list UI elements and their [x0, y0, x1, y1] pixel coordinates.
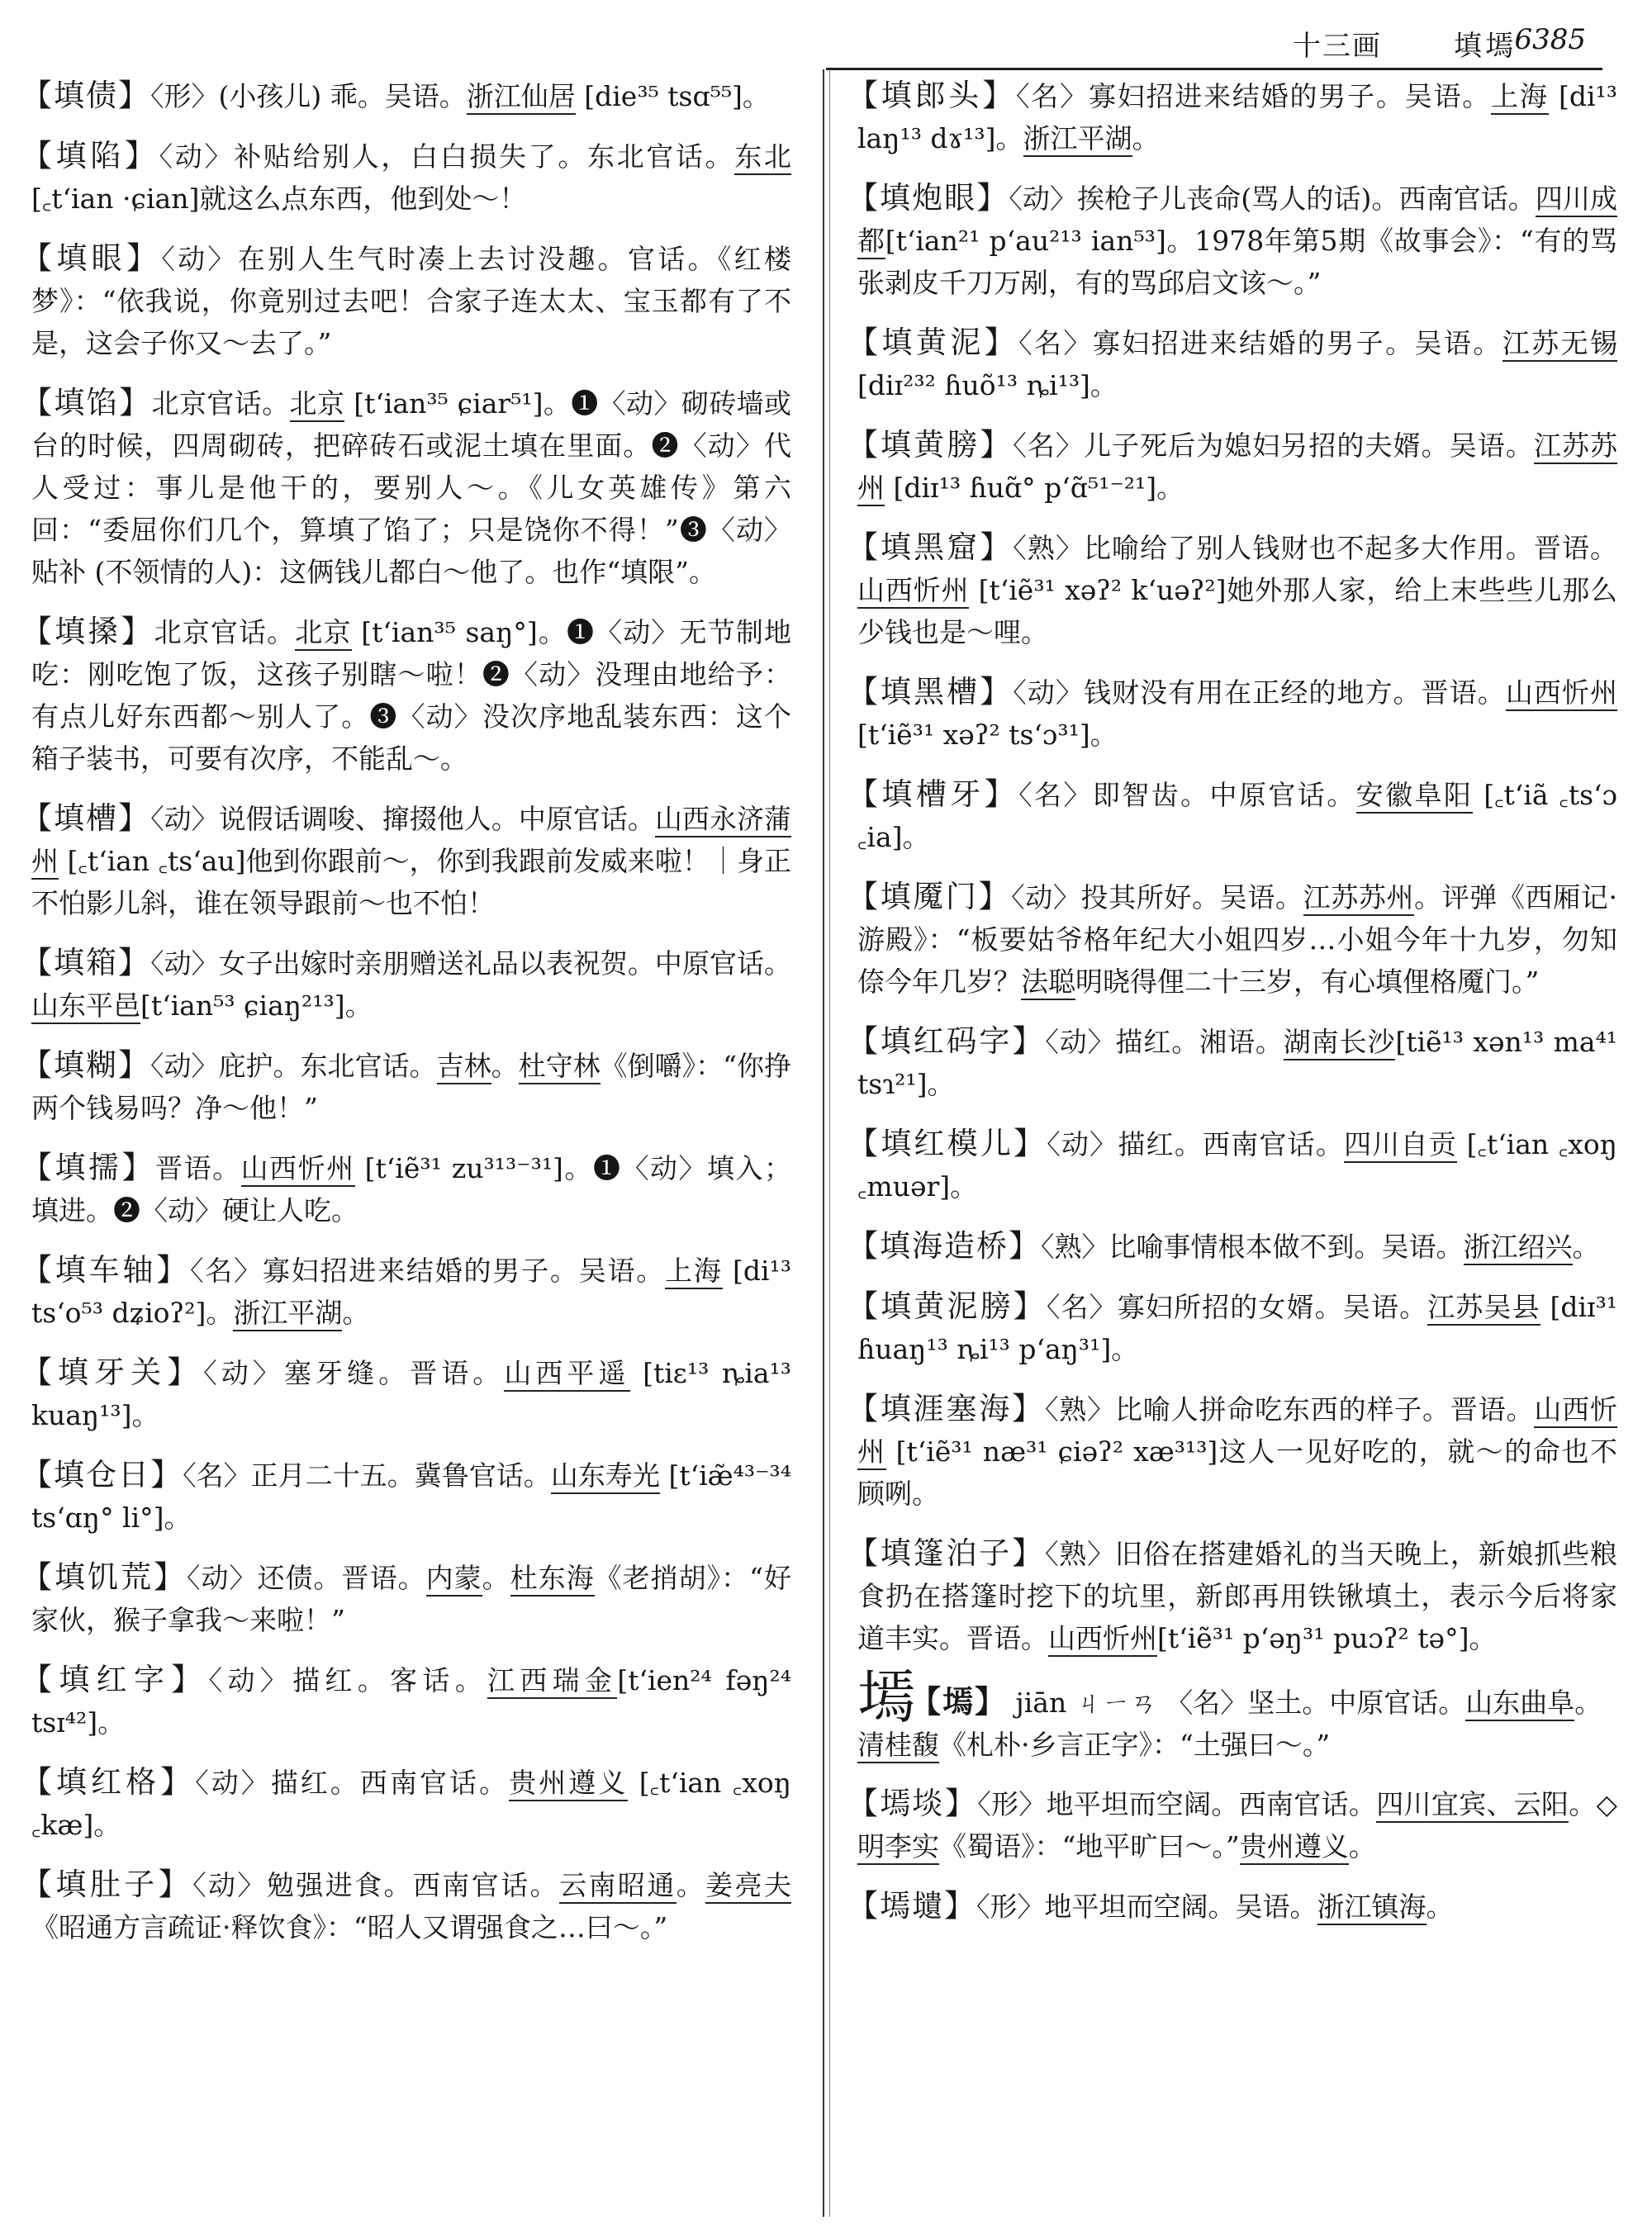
entry-headword: 【填肚子】 [21, 1867, 193, 1902]
dictionary-entry [847, 1225, 1617, 1268]
entry-text: 〈动〉庇护。东北官话。 [150, 1050, 437, 1082]
entry-text: [꜀tʻiã ꜀tsʻɔ ꜀ia]。 [857, 779, 1618, 853]
entry-text: [꜀tʻian ·ɕian]就这么点东西，他到处～！ [31, 183, 527, 215]
entry-text: [tʻian³⁵ ɕiar⁵¹]。❶〈动〉砌砖墙或台的时候，四周砌砖，把碎砖石或泥土填在里面。❷〈动〉代人受过：事儿是他干的，要别人～。《儿女英雄传》第六回：“委屈你们几个，算填了馅了；只是饶你不得！”❸〈动〉贴补 (不领情的人)：这俩钱儿都白～他了。也作“填限”。 [31, 387, 792, 588]
place-name: 明李实 [857, 1830, 939, 1865]
place-name: 姜亮夫 [705, 1869, 791, 1904]
entry-text: 。 [482, 1562, 510, 1594]
place-name: 山西忻州 [241, 1152, 355, 1187]
entry-text: 。◇ [1569, 1788, 1618, 1820]
entry-headword: 【填眼】 [21, 240, 162, 276]
place-name: 安徽阜阳 [1356, 779, 1474, 814]
entry-text: [tʻian²¹ pʻau²¹³ ian⁵³]。1978年第5期《故事会》：“有的骂张剥皮千刀万剐，有的骂邱启文该～。” [857, 225, 1618, 299]
guide-words: 填墕 [1454, 30, 1517, 63]
entry-text: [tʻiẽ³¹ zu³¹³⁻³¹]。❶〈动〉填入；填进。❷〈动〉硬让人吃。 [31, 1152, 792, 1226]
entry-text: 。 [1574, 1687, 1602, 1719]
entry-text: 〈动〉钱财没有用在正经的地方。晋语。 [1013, 676, 1506, 709]
place-name: 上海 [1491, 80, 1549, 115]
dictionary-entry [21, 1863, 792, 1948]
entry-headword: 【填红模儿】 [847, 1126, 1047, 1161]
entry-text: 〈名〉寡妇招进来结婚的男子。吴语。 [1018, 327, 1502, 359]
dictionary-entry [847, 1020, 1618, 1105]
place-name: 四川宜宾、云阳 [1376, 1788, 1569, 1823]
entry-headword: 【填馅】 [21, 385, 152, 420]
entry-text: 〈动〉还债。晋语。 [187, 1562, 426, 1594]
place-name: 法聪 [1021, 966, 1075, 1000]
entry-headword: 【填魇门】 [847, 879, 1012, 914]
entry-text: 〈名〉寡妇招进来结婚的男子。吴语。 [190, 1255, 666, 1287]
dictionary-entry [847, 1782, 1618, 1867]
entry-text: [diɪ¹³ ɦuɑ̃° pʻɑ̃⁵¹⁻²¹]。 [885, 472, 1184, 504]
entry-text: [tʻian³⁵ saŋ°]。❶〈动〉无节制地吃：刚吃饱了饭，这孩子别瞎～啦！❷〈动〉没理由地给予：有点儿好东西都～别人了。❸〈动〉没次序地乱装东西：这个箱子装书，可要有次序，不能乱～。 [31, 616, 792, 775]
dictionary-entry [847, 424, 1618, 509]
column-divider [823, 69, 824, 2217]
entry-text: [tʻiæ̃⁴³⁻³⁴ tsʻɑŋ° li°]。 [31, 1459, 792, 1534]
place-name: 浙江绍兴 [1464, 1231, 1573, 1265]
entry-text: [di¹³ tsʻo⁵³ dʑioʔ²]。 [31, 1255, 792, 1329]
entry-text: 〈形〉地平坦而空阔。西南官话。 [977, 1788, 1377, 1820]
entry-text: 。 [1572, 1231, 1600, 1263]
entry-text: 〈动〉勉强进食。西南官话。 [192, 1869, 560, 1901]
right-entries [847, 74, 1618, 1659]
entry-headword: 【填红码字】 [847, 1023, 1046, 1059]
place-name: 山西永济蒲州 [31, 803, 791, 880]
entry-text: 〈动〉投其所好。吴语。 [1011, 881, 1303, 913]
entry-text: 明晓得俚二十三岁，有心填俚格魇门。” [1075, 966, 1540, 998]
entry-text: [tʻiẽ³¹ xəʔ² tsʻɔ³¹]。 [857, 719, 1118, 751]
entry-text: [tʻian⁵³ ɕiaŋ²¹³]。 [140, 989, 373, 1022]
place-name: 云南昭通 [559, 1869, 676, 1904]
dictionary-entry [21, 382, 792, 593]
entry-text: [tʻiẽ³¹ pʻəŋ³¹ puɔʔ² tə°]。 [1157, 1622, 1497, 1654]
entry-headword: 【填债】 [21, 78, 150, 113]
place-name: 浙江平湖 [233, 1297, 342, 1331]
char-entries [847, 1782, 1618, 1928]
place-name: 清桂馥 [857, 1729, 939, 1763]
place-name: 东北 [734, 140, 791, 175]
entry-headword: 【填篷泊子】 [847, 1535, 1045, 1571]
place-name: 山东平邑 [31, 989, 140, 1024]
char-headword: 【墕】 [910, 1684, 1007, 1720]
entry-text: 〈动〉在别人生气时凑上去讨没趣。官话。《红楼梦》：“依我说，你竟别过去吧！合家子连太太、宝玉都有了不是，这会子你又～去了。” [31, 243, 792, 359]
entry-headword: 【填槽牙】 [847, 776, 1019, 812]
entry-headword: 【填槽】 [21, 800, 151, 836]
entry-text: [꜀tʻian ꜀tsʻau]他到你跟前～，你到我跟前发威来啦！｜身正不怕影儿斜，谁在领导跟前～也不怕！ [31, 845, 791, 919]
entry-text: 〈熟〉比喻人拼命吃东西的样子。晋语。 [1044, 1393, 1535, 1426]
entry-text: 〈名〉儿子死后为媳妇另招的夫婿。吴语。 [1013, 429, 1534, 462]
entry-text: 〈名〉即智齿。中原官话。 [1018, 779, 1356, 811]
entry-headword: 【墕壝】 [847, 1888, 976, 1924]
place-name: 上海 [665, 1255, 723, 1289]
left-column [21, 74, 792, 1966]
entry-text: 。 [342, 1297, 370, 1329]
place-name: 内蒙 [426, 1562, 482, 1597]
entry-text: 〈动〉塞牙缝。晋语。 [203, 1357, 505, 1389]
section-title: 十三画 [1293, 30, 1382, 63]
dictionary-entry [847, 1285, 1618, 1370]
dictionary-entry [847, 875, 1618, 1003]
entry-text: 《昭通方言疏证·释饮食》：“昭人又谓强食之…曰～。” [31, 1911, 668, 1943]
place-name: 浙江镇海 [1317, 1891, 1427, 1925]
place-name: 吉林 [437, 1050, 491, 1084]
dictionary-entry [847, 1885, 1617, 1928]
entry-text: 〈动〉女子出嫁时亲朋赠送礼品以表祝贺。中原官话。 [150, 947, 792, 980]
dictionary-entry [847, 321, 1618, 406]
place-name: 四川成都 [857, 183, 1617, 259]
entry-headword: 【填搡】 [21, 614, 154, 649]
place-name: 江苏无锡 [1502, 327, 1617, 362]
entry-headword: 【填黄膀】 [847, 427, 1014, 463]
place-name: 江西瑞金 [487, 1664, 617, 1699]
entry-text: 。 [1348, 1830, 1376, 1862]
dictionary-entry [21, 1249, 792, 1334]
dictionary-entry [847, 1122, 1618, 1208]
entry-text: 〈名〉寡妇招进来结婚的男子。吴语。 [1016, 80, 1492, 112]
place-name: 山东寿光 [551, 1459, 660, 1494]
entry-headword: 【填红字】 [21, 1662, 209, 1697]
entry-text: 北京官话。 [154, 616, 296, 648]
entry-headword: 【填仓日】 [21, 1457, 183, 1492]
place-name: 山东曲阜 [1465, 1687, 1574, 1721]
place-name: 江苏苏州 [857, 429, 1617, 506]
dictionary-entry [847, 526, 1618, 653]
entry-headword: 【填箱】 [21, 945, 151, 980]
entry-text: 《札朴·乡言正字》：“土强曰～。” [939, 1729, 1331, 1761]
entry-text: [꜀tʻian ꜀xoŋ ꜀kæ]。 [31, 1767, 792, 1841]
page-header [826, 18, 1602, 70]
entry-text: 〈形〉地平坦而空阔。吴语。 [976, 1891, 1317, 1923]
entry-text: [diɪ³¹ ɦuaŋ¹³ ȵi¹³ pʻaŋ³¹]。 [857, 1291, 1618, 1365]
dictionary-entry [21, 237, 792, 364]
dictionary-entry [21, 1556, 792, 1641]
entry-text: 〈熟〉比喻事情根本做不到。吴语。 [1041, 1231, 1464, 1263]
place-name: 山西忻州 [857, 574, 969, 609]
entry-text: 《蜀语》：“地平旷曰～。” [939, 1830, 1240, 1862]
place-name: 浙江平湖 [1023, 122, 1132, 157]
entry-headword: 【填海造桥】 [847, 1228, 1041, 1264]
place-name: 北京 [290, 387, 345, 422]
entry-headword: 【填黄泥】 [847, 325, 1019, 360]
dictionary-entry [21, 1454, 792, 1539]
entry-text: 《老捎胡》：“好家伙，猴子拿我～来啦！” [31, 1562, 792, 1636]
entry-text: 〈动〉描红。湘语。 [1045, 1026, 1284, 1058]
entry-headword: 【墕埮】 [847, 1786, 978, 1821]
entry-text: 。 [676, 1869, 706, 1901]
place-name: 江苏吴县 [1427, 1291, 1540, 1326]
entry-text: 。 [491, 1050, 519, 1082]
dictionary-entry [21, 1658, 792, 1744]
char-reading: jiān ㄐㄧㄢ [1015, 1687, 1157, 1719]
big-character: 墕 [857, 1663, 915, 1731]
dictionary-entry [847, 177, 1618, 304]
entry-headword: 【填黄泥膀】 [847, 1288, 1047, 1324]
place-name: 杜守林 [519, 1050, 601, 1084]
dictionary-entry [847, 671, 1618, 756]
place-name: 山西忻州 [1506, 676, 1617, 711]
entry-headword: 【填牙关】 [21, 1355, 204, 1390]
entry-text: [tʻien²⁴ fəŋ²⁴ tsɪ⁴²]。 [31, 1664, 792, 1739]
entry-headword: 【填陷】 [21, 138, 159, 173]
column-divider-thin [829, 69, 830, 2217]
dictionary-entry [21, 74, 791, 117]
place-name: 杜东海 [510, 1562, 595, 1597]
place-name: 江苏苏州 [1303, 881, 1415, 916]
entry-headword: 【填擩】 [21, 1150, 156, 1185]
dictionary-entry [21, 1044, 792, 1129]
entry-headword: 【填糊】 [21, 1047, 151, 1083]
entry-text: [tʻiẽ³¹ næ³¹ ɕiəʔ² xæ³¹³]这人一见好吃的，就～的命也不顾咧。 [857, 1435, 1617, 1510]
dictionary-entry [847, 773, 1618, 858]
entry-text: 〈动〉描红。西南官话。 [195, 1767, 510, 1799]
char-entry-main [857, 1663, 1617, 1766]
entry-text: 〈动〉挨枪子儿丧命(骂人的话)。西南官话。 [1009, 183, 1536, 215]
entry-text: [die³⁵ tsɑ⁵⁵]。 [575, 80, 770, 112]
entry-text: 。评弹《西厢记·游殿》：“板要姑爷格年纪大小姐四岁…小姐今年十九岁，勿知倷今年几岁？ [857, 881, 1618, 998]
place-name: 山西忻州 [1048, 1622, 1157, 1657]
dictionary-entry [847, 74, 1618, 159]
entry-text: [di¹³ laŋ¹³ dɤ¹³]。 [857, 80, 1618, 154]
entry-headword: 【填饥荒】 [21, 1559, 188, 1595]
entry-headword: 【填车轴】 [21, 1252, 190, 1288]
place-name: 山西忻州 [857, 1393, 1617, 1470]
entry-text: 〈熟〉旧俗在搭建婚礼的当天晚上，新娘抓些粮食扔在搭篷时挖下的坑里，新郎再用铁锹填土，表示今后将家道丰实。晋语。 [857, 1538, 1618, 1654]
entry-text: 北京官话。 [151, 387, 290, 420]
entry-text: [tiẽ¹³ xən¹³ ma⁴¹ tsɿ²¹]。 [857, 1026, 1618, 1100]
entry-text: 晋语。 [155, 1152, 241, 1184]
right-column [847, 74, 1618, 1945]
entry-text: [꜀tʻian ꜀xoŋ ꜀muər]。 [857, 1128, 1618, 1203]
place-name: 贵州遵义 [509, 1767, 628, 1801]
entry-headword: 【填红格】 [21, 1764, 196, 1800]
entry-text: 〈名〉正月二十五。冀鲁官话。 [183, 1459, 551, 1492]
entry-text: 〈名〉坚土。中原官话。 [1165, 1687, 1466, 1719]
dictionary-entry [21, 135, 792, 220]
entry-headword: 【填郎头】 [847, 78, 1016, 113]
place-name: 湖南长沙 [1284, 1026, 1396, 1060]
entry-text: [diɪ²³² ɦuõ¹³ ȵi¹³]。 [857, 369, 1118, 401]
place-name: 贵州遵义 [1240, 1830, 1349, 1865]
entry-text: 〈熟〉比喻给了别人钱财也不起多大作用。晋语。 [1013, 532, 1618, 564]
place-name: 山西平遥 [504, 1357, 629, 1392]
entry-headword: 【填涯塞海】 [847, 1391, 1045, 1426]
entry-text: [tiɛ¹³ ȵia¹³ kuaŋ¹³]。 [31, 1357, 792, 1431]
dictionary-entry [21, 1146, 792, 1231]
entry-text: 〈名〉寡妇所招的女婿。吴语。 [1046, 1291, 1428, 1323]
place-name: 北京 [295, 616, 351, 651]
entry-headword: 【填炮眼】 [847, 180, 1009, 216]
entry-text: 〈形〉(小孩儿) 乖。吴语。 [150, 80, 467, 112]
entry-text: 。 [1426, 1891, 1454, 1923]
entry-text: 〈动〉说假话调唆、撺掇他人。中原官话。 [150, 803, 655, 835]
page-number: 6385 [1514, 23, 1586, 56]
dictionary-entry [21, 1761, 792, 1846]
entry-text: [tʻiẽ³¹ xəʔ² kʻuəʔ²]她外那人家，给上末些些儿那么少钱也是～哩。 [857, 574, 1618, 648]
dictionary-entry [21, 1351, 792, 1436]
entry-headword: 【填黑槽】 [847, 674, 1014, 709]
entry-text: 《倒嚼》：“你挣两个钱易吗？净～他！” [31, 1050, 792, 1124]
dictionary-entry [21, 610, 792, 780]
dictionary-entry [847, 1532, 1618, 1659]
dictionary-entry [21, 942, 792, 1027]
entry-text: 。 [1132, 122, 1160, 154]
entry-text: 〈动〉描红。客话。 [208, 1664, 488, 1696]
entry-text: 〈动〉补贴给别人，白白损失了。东北官话。 [159, 140, 735, 173]
place-name: 四川自贡 [1344, 1128, 1457, 1163]
dictionary-entry [21, 797, 792, 924]
entry-headword: 【填黑窟】 [847, 529, 1014, 565]
place-name: 浙江仙居 [467, 80, 576, 115]
dictionary-entry [847, 1388, 1618, 1515]
entry-text: 〈动〉描红。西南官话。 [1047, 1128, 1345, 1160]
